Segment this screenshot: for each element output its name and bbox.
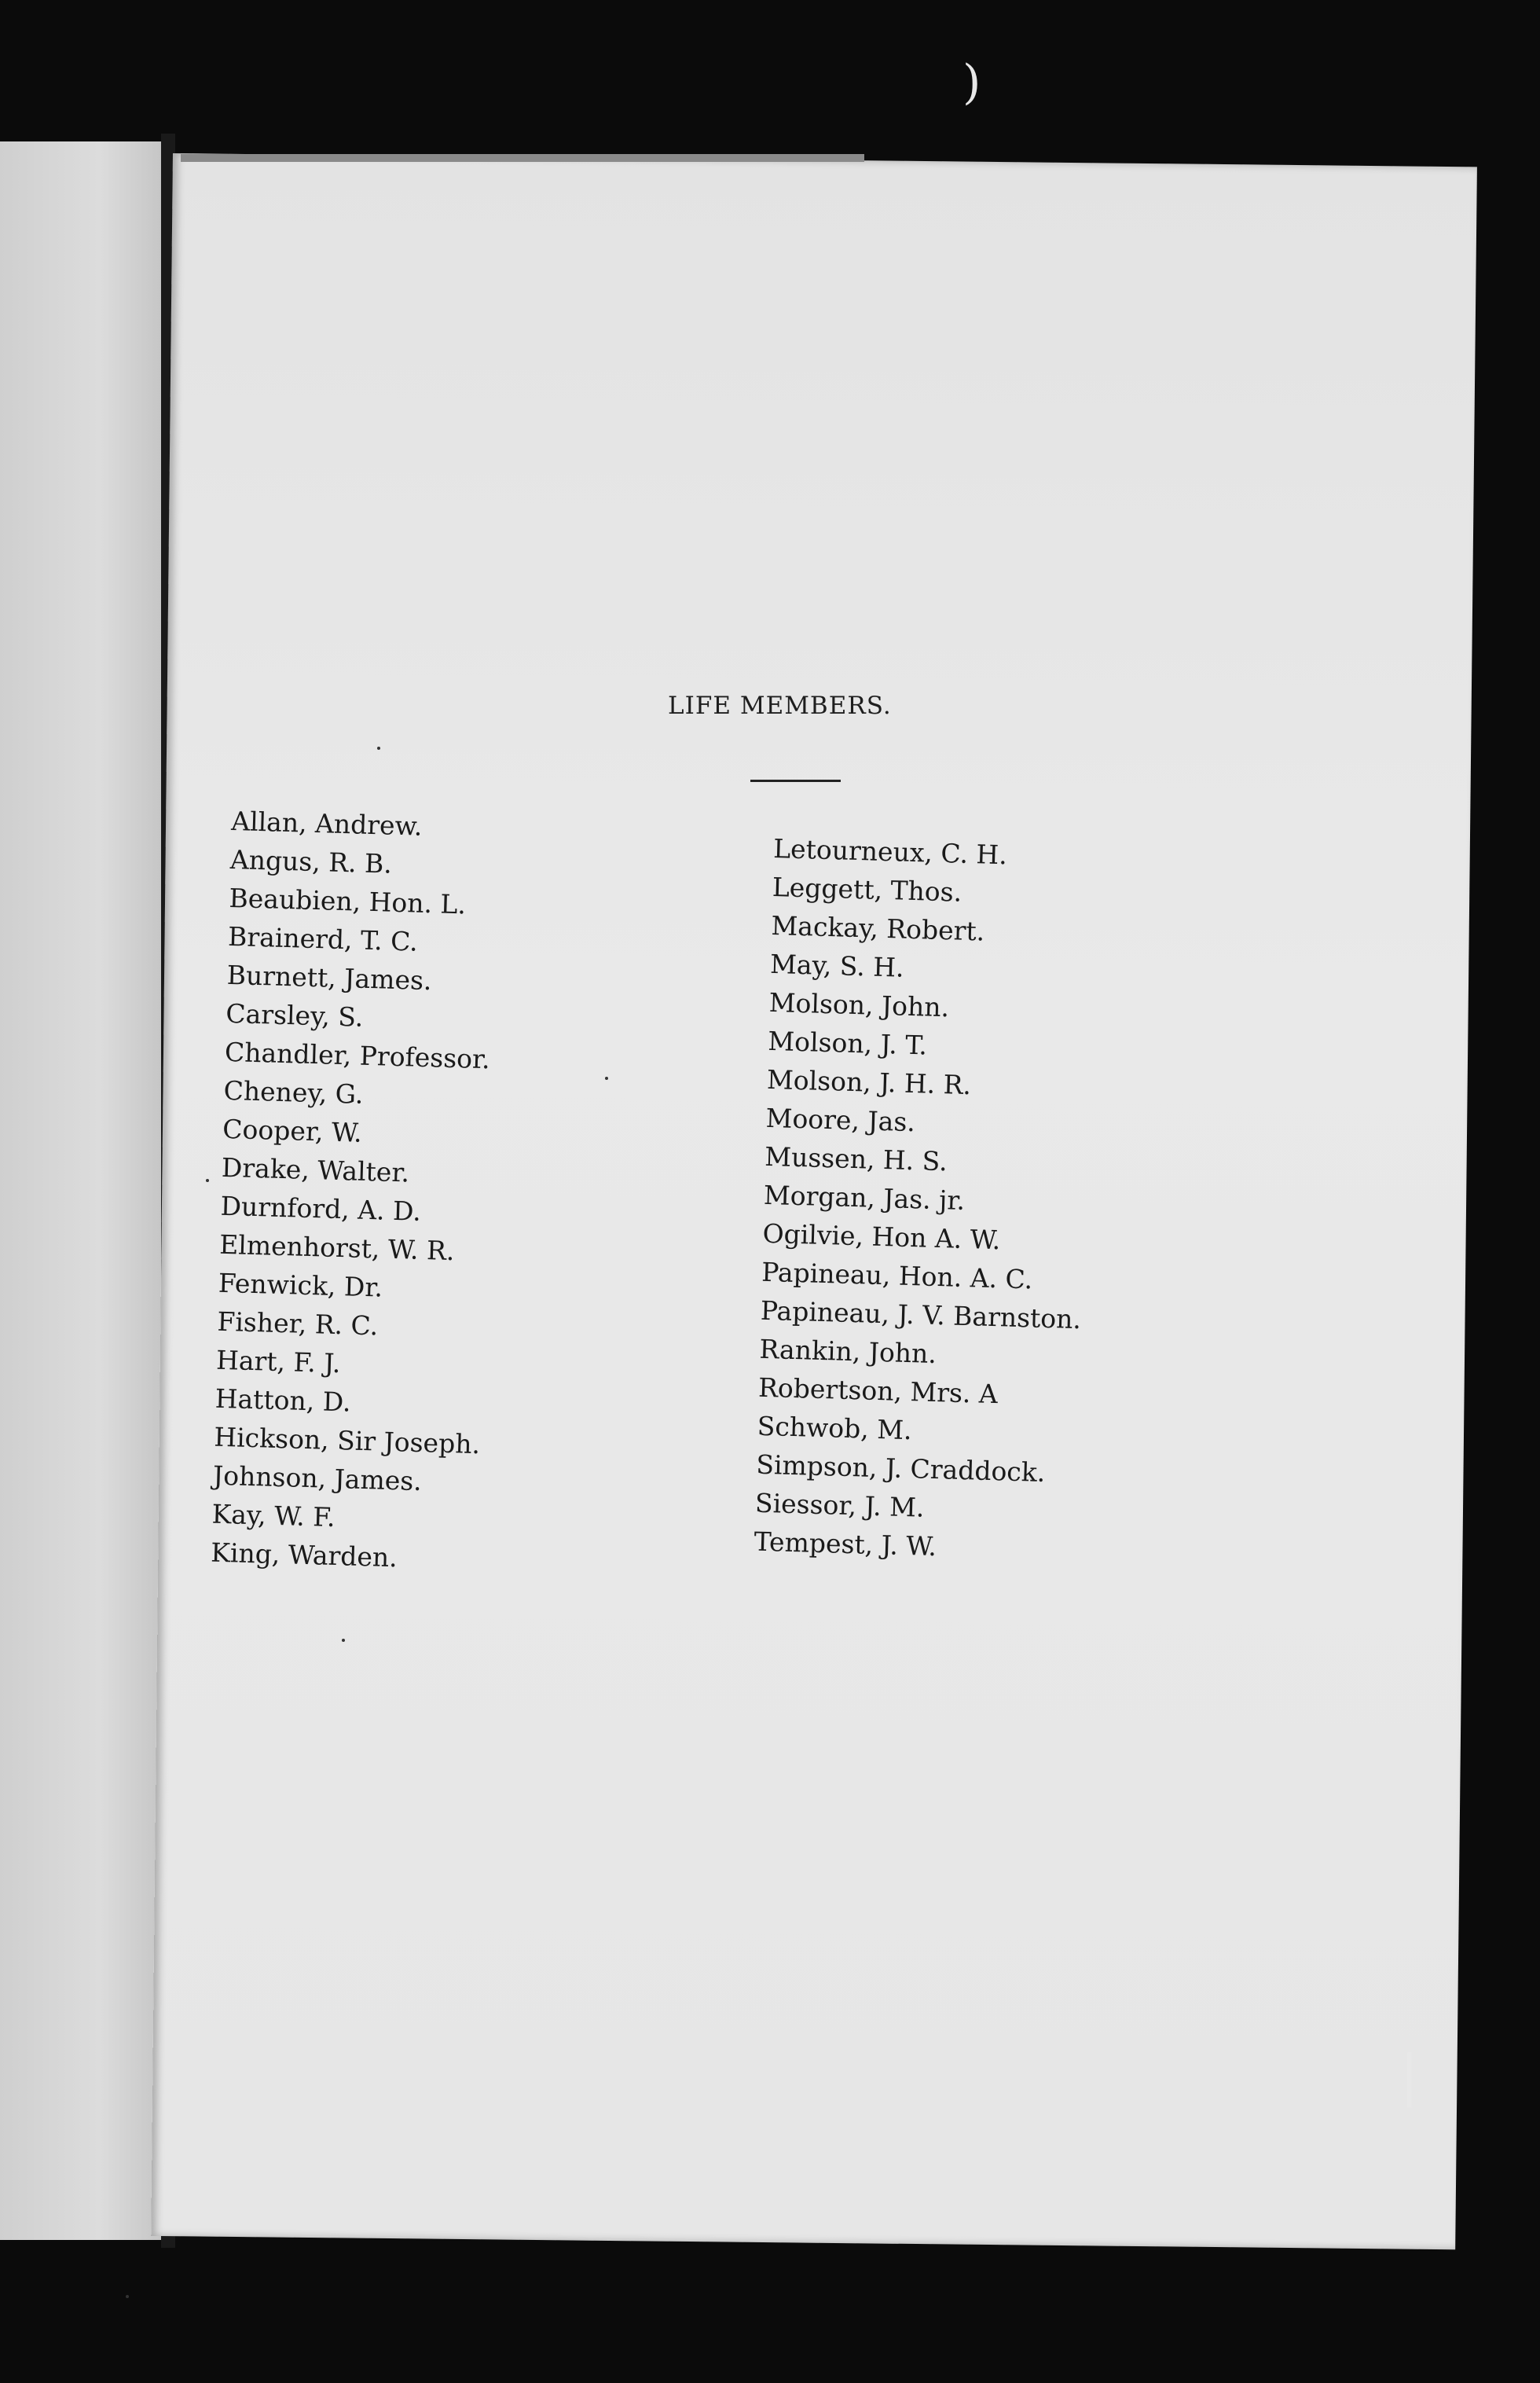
member-entry: Papineau, J. V. Barnston. (760, 1294, 1082, 1335)
member-entry: Allan, Andrew. (230, 805, 423, 842)
member-entry: Hatton, D. (214, 1382, 352, 1418)
dust-speck (206, 1179, 209, 1182)
member-entry: Molson, J. H. R. (766, 1063, 972, 1101)
member-entry: Schwob, M. (757, 1410, 913, 1446)
right-member-column (754, 829, 1094, 1570)
member-entry: Tempest, J. W. (754, 1526, 937, 1562)
member-entry: Mussen, H. S. (764, 1140, 948, 1177)
film-mark: ) (962, 55, 981, 110)
member-entry: Letourneux, C. H. (772, 832, 1008, 871)
heading-rule (750, 780, 841, 782)
member-entry: Cheney, G. (223, 1074, 364, 1110)
page-heading: LIFE MEMBERS. (668, 692, 892, 720)
dust-speck (126, 2295, 129, 2298)
member-entry: Angus, R. B. (229, 843, 393, 879)
member-entry: Carsley, S. (225, 997, 364, 1033)
member-entry: Burnett, James. (226, 959, 433, 997)
member-entry: Chandler, Professor. (224, 1036, 491, 1075)
member-entry: Siessor, J. M. (754, 1487, 926, 1523)
member-entry: Fisher, R. C. (216, 1305, 379, 1342)
member-entry: Fenwick, Dr. (218, 1267, 383, 1303)
member-entry: Rankin, John. (758, 1333, 937, 1370)
member-entry: Leggett, Thos. (772, 871, 962, 908)
member-entry: Johnson, James. (212, 1460, 423, 1497)
member-entry: Molson, J. T. (767, 1025, 928, 1061)
left-member-column (211, 802, 498, 1579)
member-entry: Cooper, W. (222, 1113, 363, 1148)
member-entry: Hickson, Sir Joseph. (213, 1421, 481, 1460)
member-entry: King, Warden. (210, 1537, 398, 1573)
member-entry: Morgan, Jas. jr. (763, 1179, 966, 1216)
member-entry: Papineau, Hon. A. C. (761, 1256, 1033, 1295)
member-entry: Brainerd, T. C. (227, 920, 419, 957)
film-mark: | (1400, 2043, 1419, 2108)
member-entry: Simpson, J. Craddock. (755, 1449, 1046, 1488)
member-entry: Beaubien, Hon. L. (229, 882, 467, 920)
member-entry: Mackay, Robert. (771, 909, 985, 947)
member-entry: Durnford, A. D. (220, 1190, 422, 1227)
dust-speck (377, 747, 380, 750)
facing-page-edge (0, 141, 167, 2240)
member-entry: Elmenhorst, W. R. (218, 1228, 455, 1267)
member-entry: Kay, W. F. (211, 1498, 336, 1533)
member-entry: Molson, John. (768, 986, 950, 1023)
member-entry: Robertson, Mrs. A (757, 1371, 999, 1410)
page-top-shadow (181, 154, 864, 162)
dust-speck (605, 1077, 608, 1080)
member-entry: May, S. H. (769, 948, 905, 983)
member-entry: Drake, Walter. (221, 1151, 410, 1188)
dust-speck (342, 1639, 345, 1642)
member-entry: Hart, F. J. (215, 1344, 342, 1379)
member-entry: Ogilvie, Hon A. W. (762, 1217, 1001, 1256)
member-entry: Moore, Jas. (765, 1102, 916, 1138)
